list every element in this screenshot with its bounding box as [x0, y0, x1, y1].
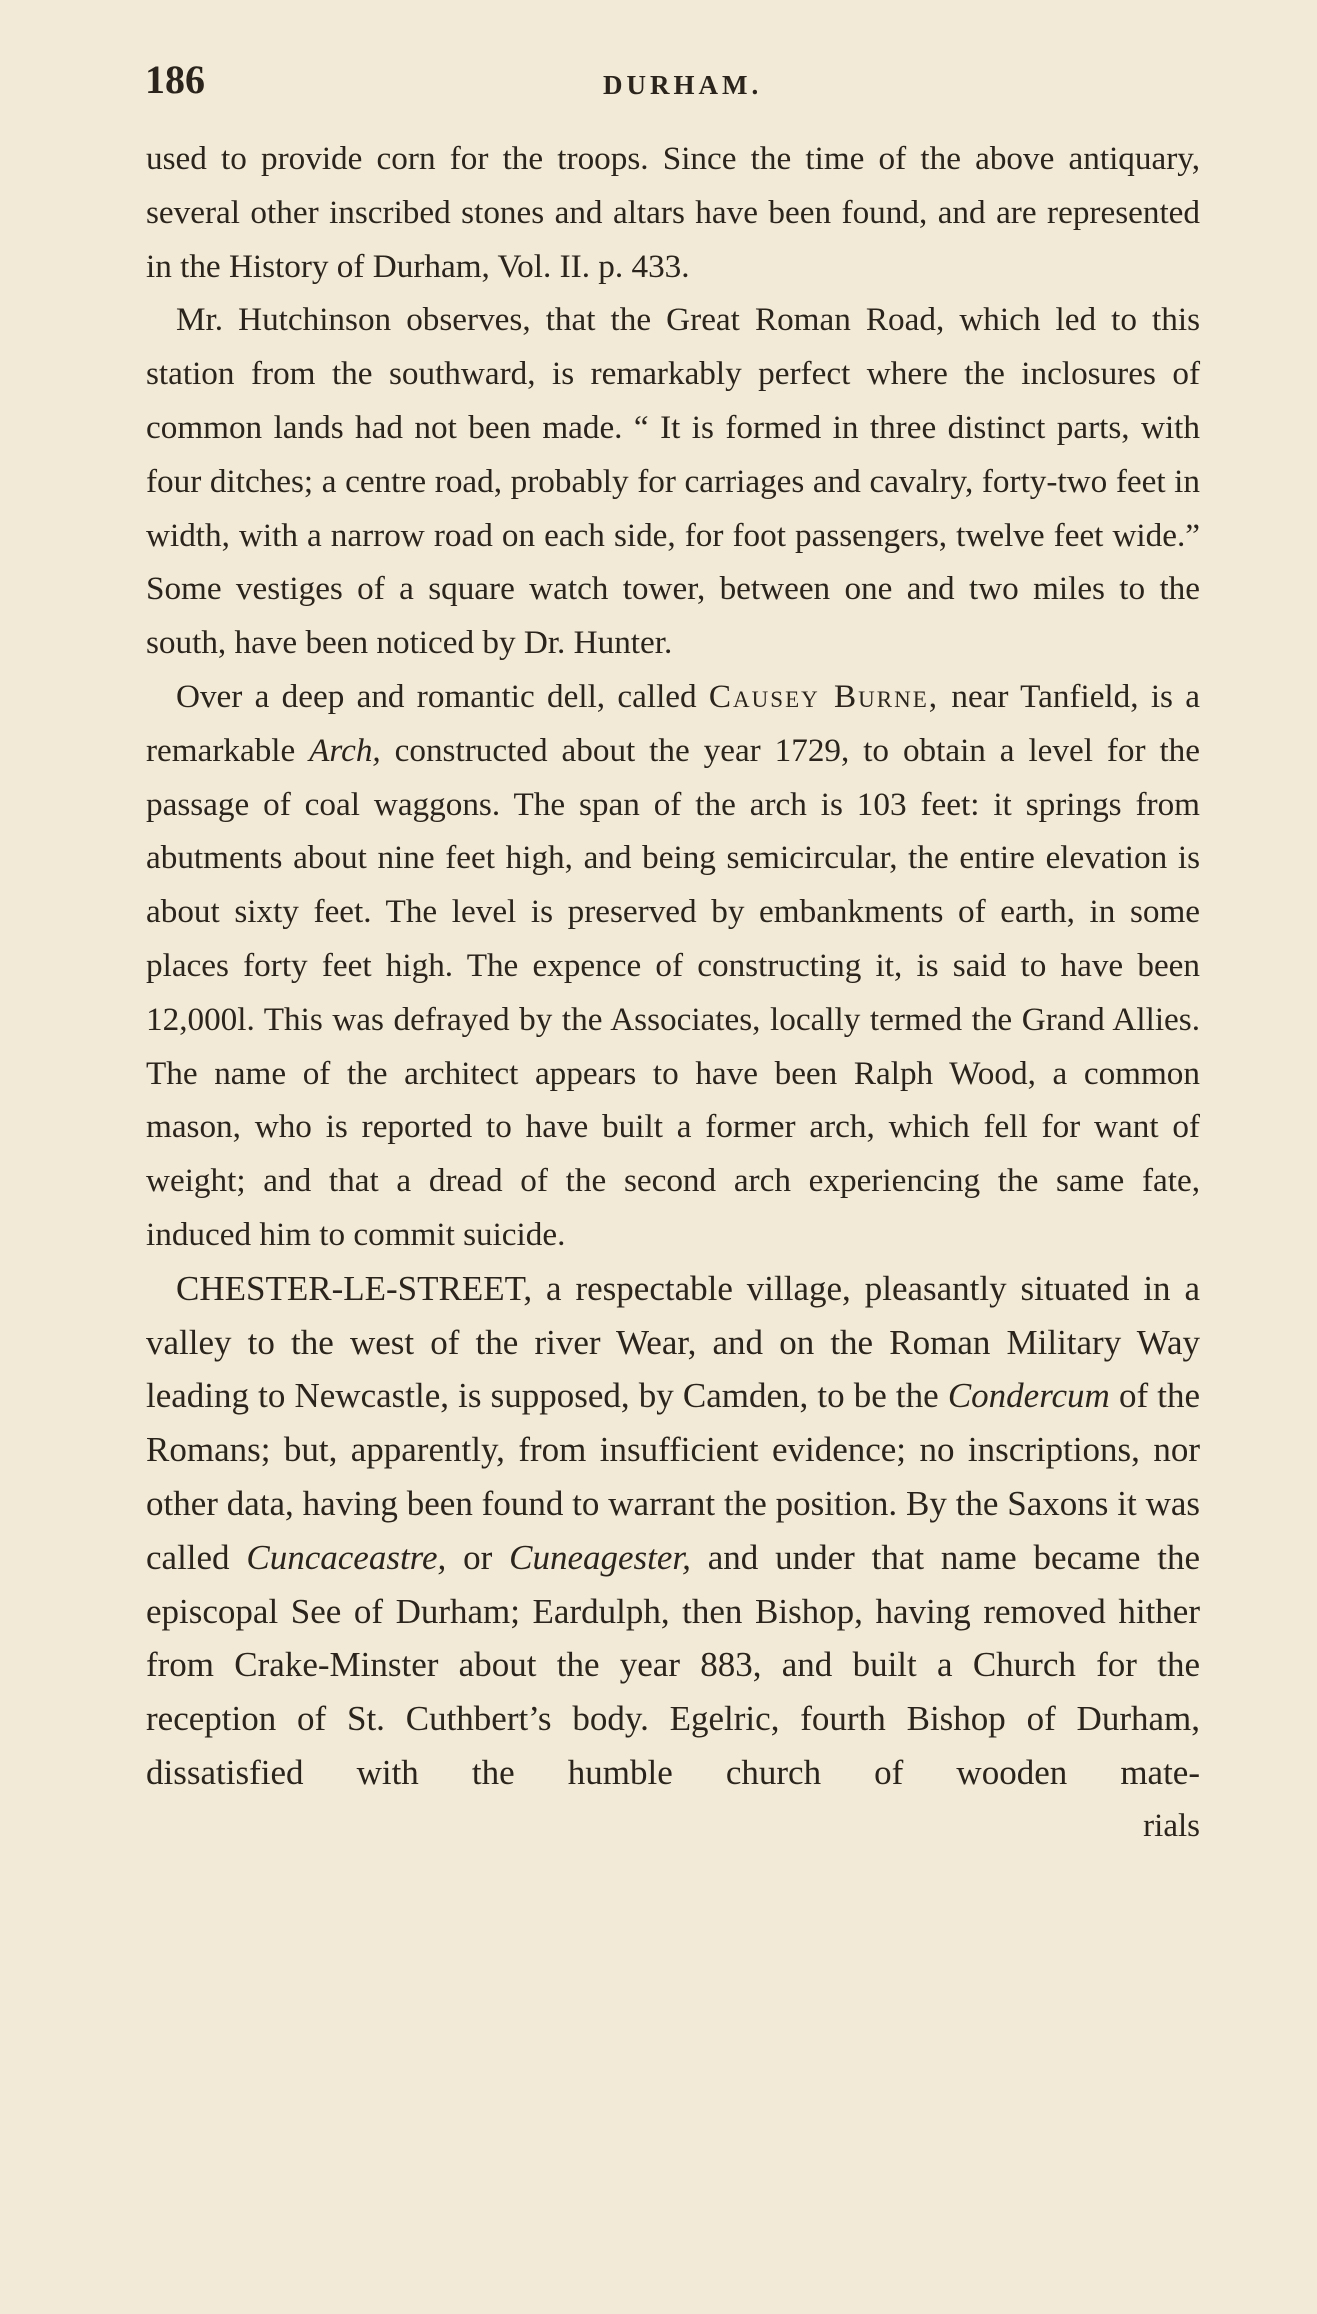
paragraph-chester-le-street [146, 1262, 1200, 1800]
text-segment: CHESTER-LE-STREET, a respectable village, pleasantly situated in a valley to the west of the river Wear, and on the Roman Military Way leading to Newcastle, is supposed, by Camden, to be the [146, 1268, 1200, 1416]
paragraph-text: used to provide corn for the troops. Since the time of the above antiquary, several other inscribed stones and altars have been found, and are represented in the History of Durham, Vol. II. p. 433. [146, 140, 1200, 285]
italic-condercum: Condercum [947, 1376, 1110, 1416]
text-segment: constructed about the year 1729, to obtain a level for the passage of coal waggons. The span of the arch is 103 feet: it springs from abutments about nine feet high, and being semicircular, the entire elevation is about sixty feet. The level is preserved by embankments of earth, in some places forty feet high. The expence of constructing it, is said to have been 12,000l. This was defrayed by the Associates, locally termed the Grand Allies. The name of the architect appears to have been Ralph Wood, a common mason, who is reported to have built a former arch, which fell for want of weight; and that a dread of the second arch experiencing the same fate, induced him to commit suicide. [146, 731, 1200, 1253]
catchword: rials [1143, 1807, 1200, 1844]
text-segment: near Tanfield, is a remarkable [146, 677, 1200, 769]
text-segment: or [446, 1537, 510, 1577]
text-segment: Over a deep and romantic dell, called [176, 677, 709, 715]
paragraph-roman-stones [146, 132, 1200, 293]
page-number: 186 [145, 57, 205, 102]
place-name-causey-burne: Causey Burne, [708, 677, 940, 715]
paragraph-roman-road [146, 293, 1200, 670]
page-header [145, 56, 1205, 116]
paragraph-text: Mr. Hutchinson observes, that the Great Roman Road, which led to this station from the southward, is remarkably perfect where the inclosures of common lands had not been made. “ It is formed in three distinct parts, with four ditches; a centre road, probably for carriages and cavalry, forty-two feet in width, with a narrow road on each side, for foot passengers, twelve feet wide.” Some vestiges of a square watch tower, between one and two miles to the south, have been noticed by Dr. Hunter. [146, 301, 1200, 662]
body-text [146, 132, 1200, 1854]
running-head: DURHAM. [603, 70, 763, 100]
paragraph-causey-arch [146, 670, 1200, 1262]
italic-cuncaceastre: Cuncaceastre, [246, 1537, 447, 1577]
text-segment: and under that name became the episcopal See of Durham; Eardulph, then Bishop, having removed hither from Crake-Minster about the year 883, and built a Church for the reception of St. Cuthbert’s body. Egelric, fourth Bishop of Durham, dissatisfied with the humble church of wooden mate- [146, 1537, 1200, 1792]
italic-arch: Arch, [309, 731, 381, 769]
text-segment: of the Romans; but, apparently, from insufficient evidence; no inscriptions, nor other data, having been found to warrant the position. By the Saxons it was called [146, 1376, 1200, 1577]
italic-cuneagester: Cuneagester, [509, 1537, 691, 1577]
